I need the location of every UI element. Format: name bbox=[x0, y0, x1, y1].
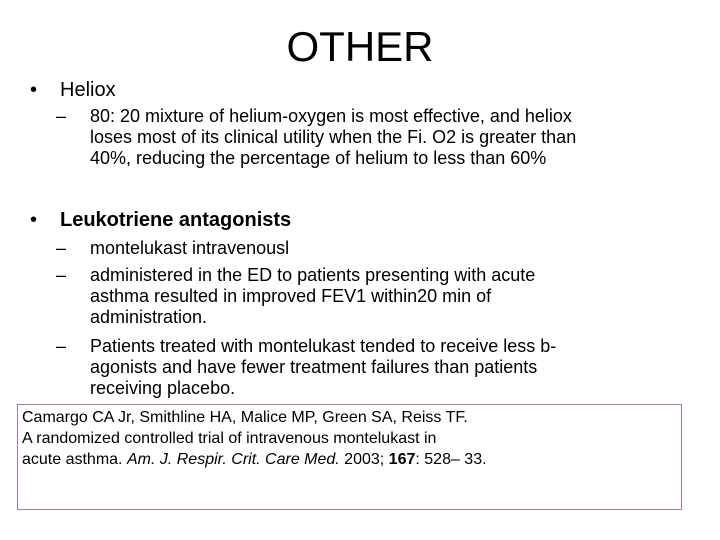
reference-source-prefix: acute asthma. bbox=[22, 451, 127, 468]
reference-journal: Am. J. Respir. Crit. Care Med. bbox=[126, 451, 340, 468]
text-line: 80: 20 mixture of helium-oxygen is most effective, and heliox bbox=[90, 106, 572, 126]
sub-item-text bbox=[90, 106, 576, 169]
sub-item-text bbox=[90, 265, 535, 328]
sub-item-text bbox=[90, 336, 556, 399]
bullet-dot: • bbox=[30, 79, 38, 101]
bullet-heading-heliox: Heliox bbox=[60, 79, 116, 101]
text-line: receiving placebo. bbox=[90, 378, 236, 398]
reference-year: 2003; bbox=[339, 451, 389, 468]
sub-dash: – bbox=[56, 265, 67, 285]
bullet-leukotriene bbox=[0, 208, 720, 232]
sub-dash: – bbox=[56, 106, 67, 126]
sub-dash: – bbox=[56, 238, 67, 258]
bullet-heading-leukotriene: Leukotriene antagonists bbox=[60, 209, 292, 231]
sub-item-text bbox=[90, 238, 289, 259]
bullet-heliox bbox=[0, 78, 720, 102]
sub-item-heliox-mixture bbox=[0, 106, 720, 169]
reference-title: A randomized controlled trial of intravenous montelukast in bbox=[22, 430, 437, 447]
text-line: administered in the ED to patients presenting with acute bbox=[90, 265, 536, 285]
text-line: 40%, reducing the percentage of helium to less than 60% bbox=[90, 148, 547, 168]
text-line: montelukast intravenousl bbox=[90, 238, 290, 258]
sub-item-administered bbox=[0, 265, 720, 328]
text-line: agonists and have fewer treatment failures than patients bbox=[90, 357, 538, 377]
text-line: asthma resulted in improved FEV1 within20 min of bbox=[90, 286, 492, 306]
text-line: administration. bbox=[90, 307, 208, 327]
text-line: loses most of its clinical utility when the Fi. O2 is greater than bbox=[90, 127, 577, 147]
sub-item-montelukast bbox=[0, 238, 720, 259]
sub-dash: – bbox=[56, 336, 67, 356]
reference-citation-box bbox=[17, 404, 682, 510]
sub-item-patients-treated bbox=[0, 336, 720, 399]
reference-pages: : 528– 33. bbox=[415, 451, 487, 468]
reference-source bbox=[22, 449, 677, 470]
reference-authors: Camargo CA Jr, Smithline HA, Malice MP, Green SA, Reiss TF. bbox=[22, 409, 468, 426]
slide-title: OTHER bbox=[286, 23, 434, 70]
bullet-dot: • bbox=[30, 209, 38, 231]
reference-volume: 167 bbox=[388, 451, 416, 468]
text-line: Patients treated with montelukast tended to receive less b- bbox=[90, 336, 557, 356]
